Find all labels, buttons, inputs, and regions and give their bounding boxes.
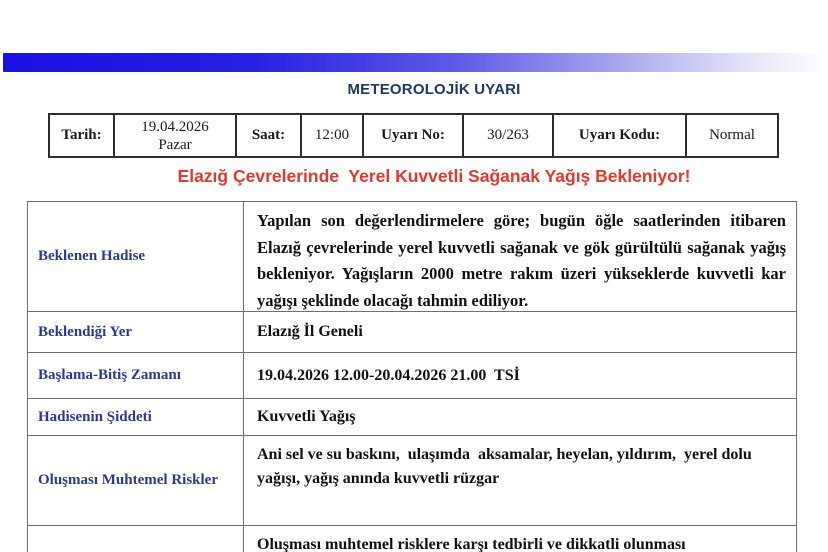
detail-row-event-severity	[28, 399, 796, 436]
expected-event-label: Beklenen Hadise	[28, 202, 244, 311]
start-end-time-value: 19.04.2026 12.00-20.04.2026 21.00 TSİ	[257, 366, 520, 384]
detail-row-expected-event	[28, 202, 796, 312]
possible-risks-label: Oluşması Muhtemel Riskler	[28, 436, 244, 525]
start-end-time-label: Başlama-Bitiş Zamanı	[28, 353, 244, 398]
detail-row-start-end-time	[28, 353, 796, 399]
info-table	[48, 113, 779, 158]
detail-table	[27, 201, 797, 552]
date-value-line2: Pazar	[158, 136, 192, 153]
date-label: Tarih:	[49, 114, 114, 157]
time-label: Saat:	[236, 114, 301, 157]
detail-row-possible-risks	[28, 436, 796, 526]
possible-risks-value: Ani sel ve su baskını, ulaşımda aksamalar, heyelan, yıldırım, yerel dolu yağışı, yağış anında kuvvetli rüzgar	[257, 446, 756, 487]
warning-code-label: Uyarı Kodu:	[553, 114, 686, 157]
top-gradient-bar	[3, 53, 828, 72]
expected-location-label: Beklendiği Yer	[28, 312, 244, 352]
date-value	[114, 114, 236, 157]
detail-row-precautions	[28, 526, 796, 552]
warning-headline: Elazığ Çevrelerinde Yerel Kuvvetli Sağanak Yağış Bekleniyor!	[177, 166, 691, 186]
event-severity-label: Hadisenin Şiddeti	[28, 399, 244, 435]
event-severity-value: Kuvvetli Yağış	[257, 408, 356, 425]
detail-row-expected-location	[28, 312, 796, 353]
precautions-label	[28, 526, 244, 552]
precautions-value: Oluşması muhtemel risklere karşı tedbirli ve dikkatli olunması	[257, 536, 686, 552]
time-value: 12:00	[301, 114, 363, 157]
expected-location-value: Elazığ İl Geneli	[257, 323, 363, 340]
expected-event-value: Yapılan son değerlendirmelere göre; bugün öğle saatlerinden itibaren Elazığ çevrelerinde yerel kuvvetli sağanak ve gök gürültülü sağanak yağış bekleniyor. Yağışların 2000 metre rakım üzeri yükseklerde kuvvetli kar yağışı şeklinde olacağı tahmin ediliyor.	[257, 211, 786, 310]
warning-code-value: Normal	[686, 114, 778, 157]
warning-no-label: Uyarı No:	[363, 114, 463, 157]
date-value-line1: 19.04.2026	[141, 118, 209, 135]
warning-no-value: 30/263	[463, 114, 553, 157]
page-title: METEOROLOJİK UYARI	[347, 81, 521, 98]
